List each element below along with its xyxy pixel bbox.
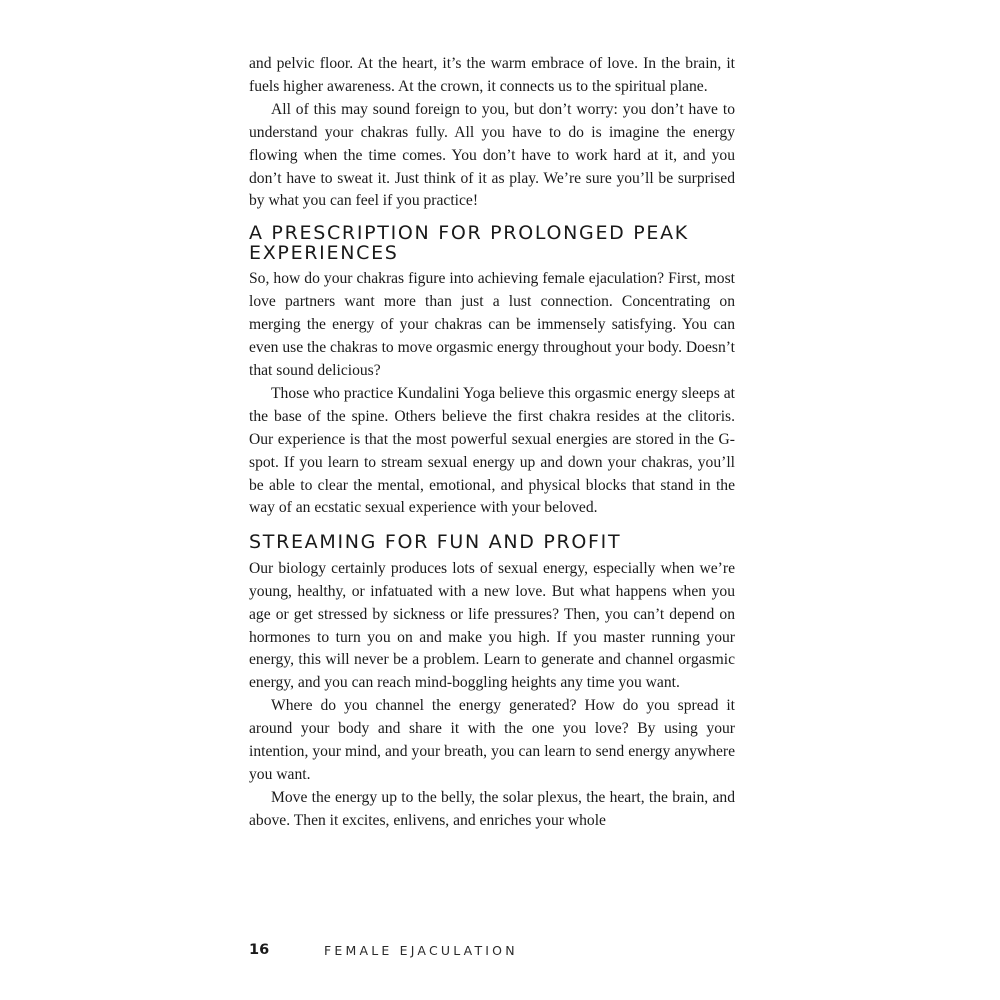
- section-heading: A PRESCRIPTION FOR PROLONGED PEAK EXPERIENCES: [249, 222, 689, 264]
- paragraph: So, how do your chakras figure into achieving female ejaculation? First, most love partners want more than just a lust connection. Concentrating on merging the energy of your chakras can be immensely satisfying. You can even use the chakras to move orgasmic energy throughout your body. Doesn’t that sound delicious?: [249, 270, 735, 379]
- page-number: 16: [249, 942, 270, 958]
- running-head: FEMALE EJACULATION: [324, 942, 518, 958]
- paragraph: All of this may sound foreign to you, but don’t worry: you don’t have to understand your chakras fully. All you have to do is imagine the energy flowing when the time comes. You don’t have to work hard at it, and you don’t have to sweat it. Just think of it as play. We’re sure you’ll be surprised by what you can feel if you practice!: [249, 100, 735, 210]
- paragraph: Move the energy up to the belly, the solar plexus, the heart, the brain, and above. Then it excites, enlivens, and enriches your whole: [249, 788, 735, 829]
- page-footer: [249, 940, 518, 960]
- paragraph: and pelvic floor. At the heart, it’s the warm embrace of love. In the brain, it fuels higher awareness. At the crown, it connects us to the spiritual plane.: [249, 55, 735, 95]
- paragraph: Where do you channel the energy generated? How do you spread it around your body and share it with the one you love? By using your intention, your mind, and your breath, you can learn to send energy anywhere you want.: [249, 697, 735, 783]
- paragraph: Our biology certainly produces lots of sexual energy, especially when we’re young, healthy, or infatuated with a new love. But what happens when you age or get stressed by sickness or life pressures? Then, you can’t depend on hormones to turn you on and make you high. If you master running your energy, this will never be a problem. Learn to generate and channel orgasmic energy, and you can reach mind-boggling heights any time you want.: [249, 559, 735, 692]
- paragraph: Those who practice Kundalini Yoga believe this orgasmic energy sleeps at the base of the spine. Others believe the first chakra resides at the clitoris. Our experience is that the most powerful sexual energies are stored in the G-spot. If you learn to stream sexual energy up and down your chakras, you’ll be able to clear the mental, emotional, and physical blocks that stand in the way of an ecstatic sexual experience with your beloved.: [249, 384, 735, 517]
- section-heading: STREAMING FOR FUN AND PROFIT: [249, 531, 622, 554]
- text-column: [249, 53, 735, 833]
